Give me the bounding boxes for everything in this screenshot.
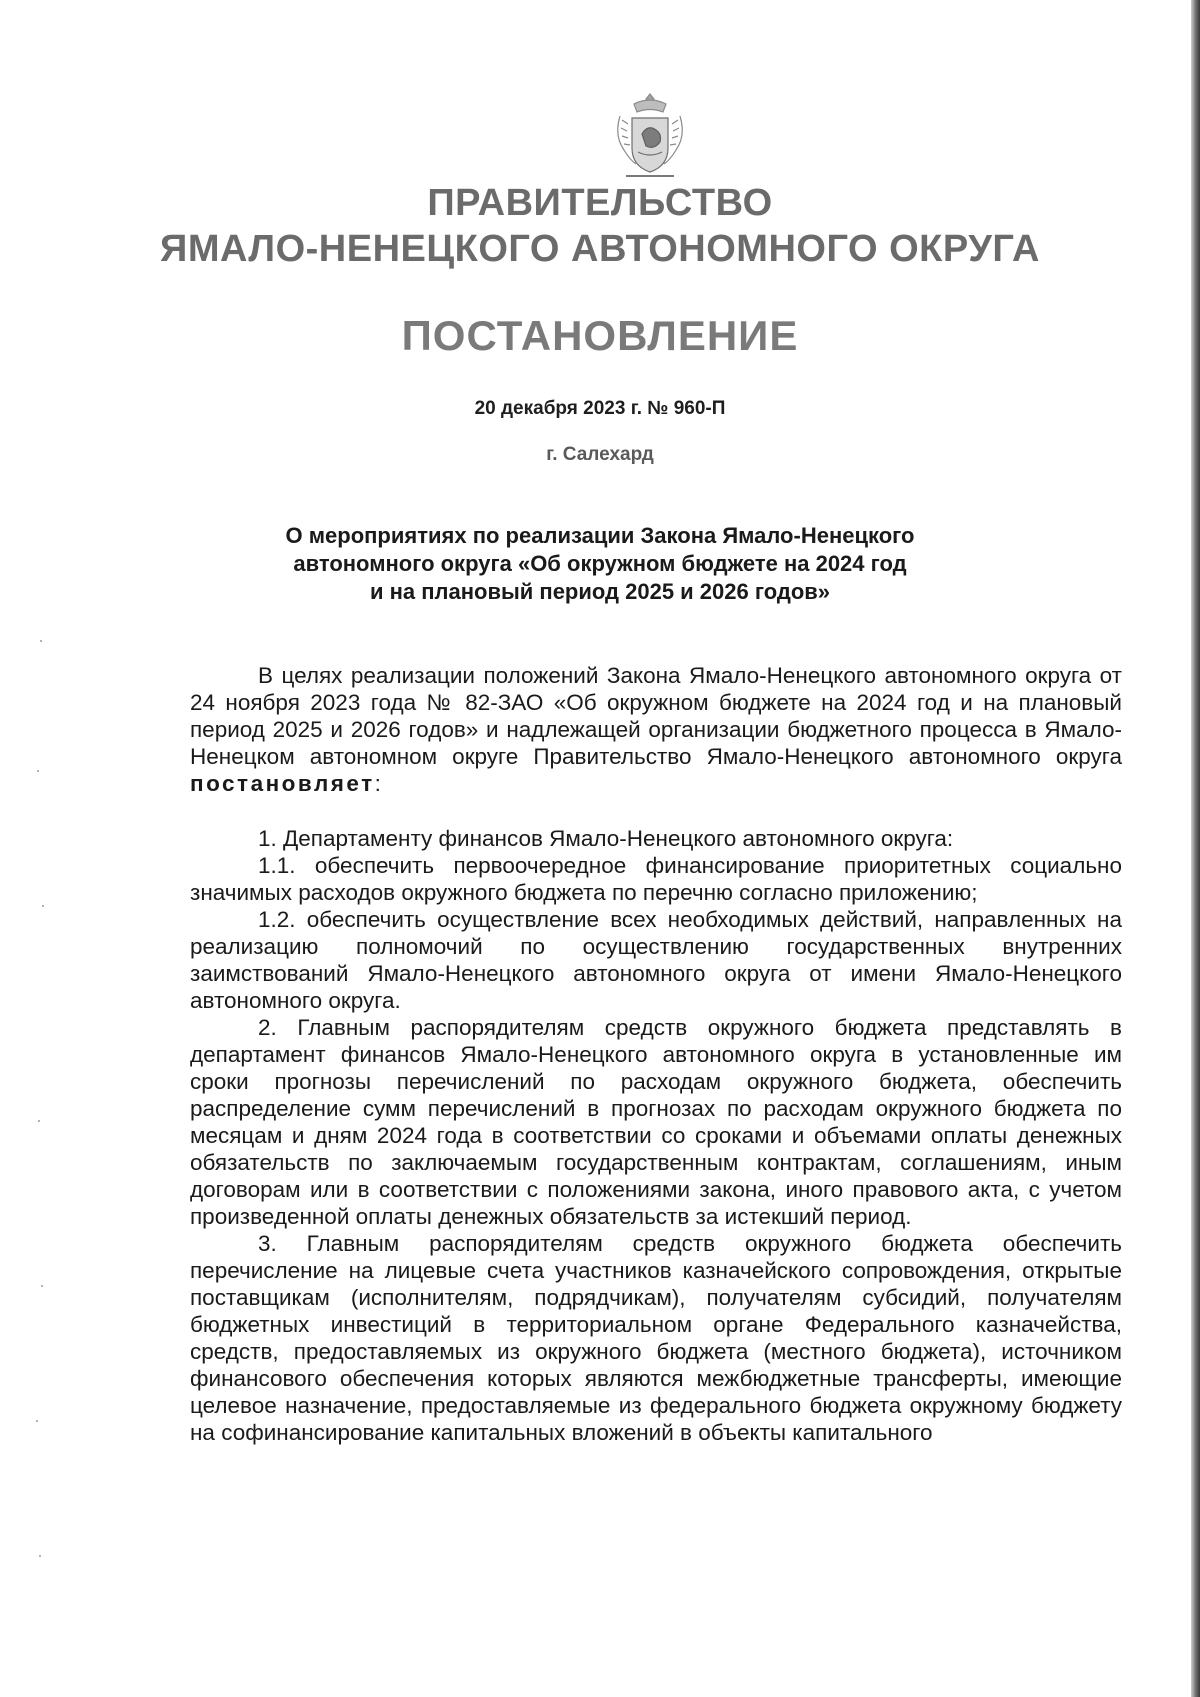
clause-1-2: 1.2. обеспечить осуществление всех необходимых действий, направленных на реализацию полномочий по осуществлению государственных внутренних заимствований Ямало-Ненецкого автономного округа от имени Ямало-Ненецкого автономного округа. — [190, 907, 1122, 1013]
title-line: автономного округа «Об окружном бюджете на 2024 год — [293, 551, 907, 576]
speck — [41, 1285, 43, 1287]
preamble-suffix: : — [374, 771, 381, 796]
document-body — [190, 662, 1122, 1446]
organization-name-line2: ЯМАЛО-НЕНЕЦКОГО АВТОНОМНОГО ОКРУГА — [160, 228, 1040, 270]
clause-1: 1. Департаменту финансов Ямало-Ненецкого автономного округа: — [258, 826, 954, 851]
preamble-emphasis: постановляет — [190, 771, 375, 796]
speck — [42, 905, 44, 907]
title-line: и на плановый период 2025 и 2026 годов» — [369, 579, 831, 604]
document-city: г. Салехард — [546, 444, 654, 465]
speck — [36, 1420, 38, 1422]
preamble-paragraph — [190, 662, 1122, 797]
speck — [40, 640, 42, 642]
speck — [39, 1555, 41, 1557]
coat-of-arms-emblem — [612, 90, 688, 182]
clause-1-1: 1.1. обеспечить первоочередное финансирование приоритетных социально значимых расходов окружного бюджета по перечню согласно приложению; — [190, 853, 1122, 905]
speck — [38, 1120, 40, 1122]
document-title — [200, 522, 1000, 606]
preamble-text: В целях реализации положений Закона Ямало-Ненецкого автономного округа от 24 ноября 2023 года № 82-ЗАО «Об окружном бюджете на 2024 год и на плановый период 2025 и 2026 годов» и надлежащей организации бюджетного процесса в Ямало-Ненецком автономном округе Правительство Ямало-Ненецкого автономного округа — [190, 663, 1122, 769]
clause-3: 3. Главным распорядителям средств окружного бюджета обеспечить перечисление на лицевые счета участников казначейского сопровождения, открытые поставщикам (исполнителям, подрядчикам), получателям субсидий, получателям бюджетных инвестиций в территориальном органе Федерального казначейства, средств, предоставляемых из окружного бюджета (местного бюджета), источником финансового обеспечения которых являются межбюджетные трансферты, имеющие целевое назначение, предоставляемые из федерального бюджета окружному бюджету на софинансирование капитальных вложений в объекты капитального — [190, 1231, 1122, 1445]
organization-name-line1: ПРАВИТЕЛЬСТВО — [427, 182, 773, 224]
clause-2: 2. Главным распорядителям средств окружного бюджета представлять в департамент финансов Ямало-Ненецкого автономного округа в установленные им сроки прогнозы перечислений по расходам окружного бюджета, обеспечить распределение сумм перечислений в прогнозах по расходам окружного бюджета по месяцам и дням 2024 года в соответствии со сроками и объемами оплаты денежных обязательств по заключаемым государственным контрактам, соглашениям, иным договорам или в соответствии с положениями закона, иного правового акта, с учетом произведенной оплаты денежных обязательств за истекший период. — [190, 1015, 1122, 1229]
document-type-heading: ПОСТАНОВЛЕНИЕ — [401, 312, 799, 359]
title-line: О мероприятиях по реализации Закона Ямало-Ненецкого — [285, 523, 915, 548]
document-date-number: 20 декабря 2023 г. № 960-П — [474, 398, 726, 419]
speck — [37, 770, 39, 772]
